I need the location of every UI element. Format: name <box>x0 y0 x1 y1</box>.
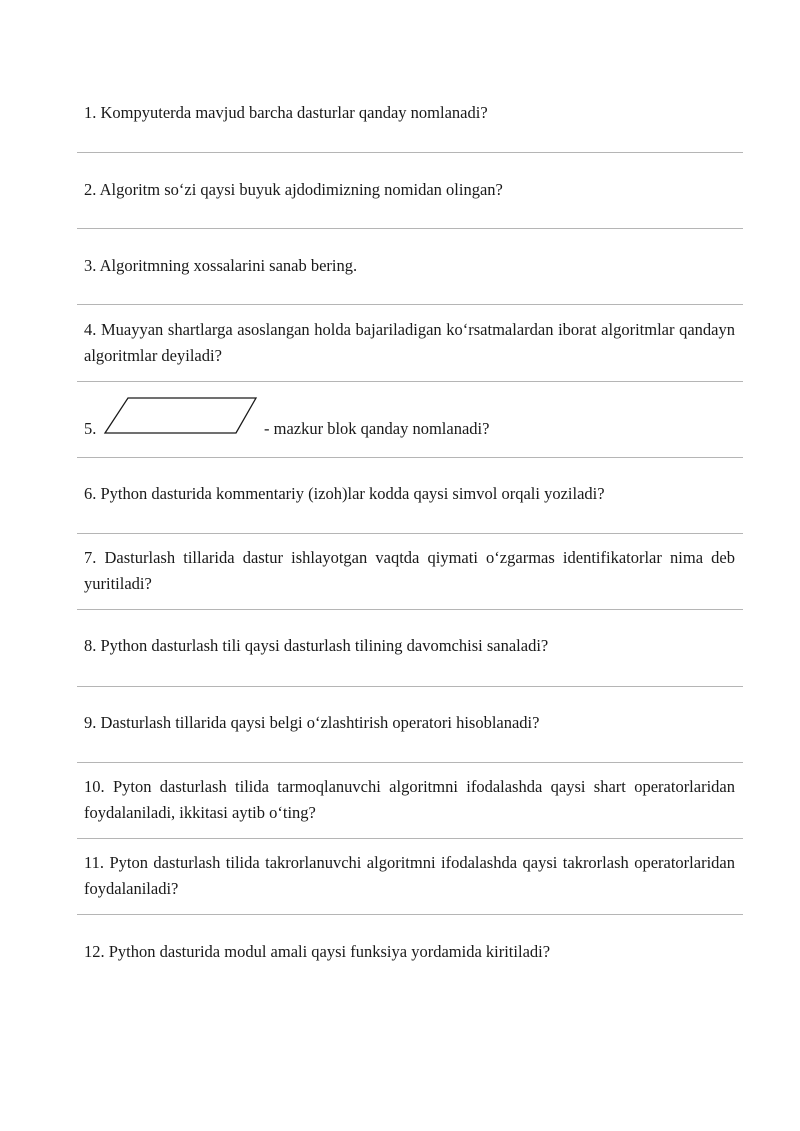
question-9: 9. Dasturlash tillarida qaysi belgi o‘zlashtirish operatori hisoblanadi? <box>84 713 540 732</box>
answer-line-9 <box>77 762 743 763</box>
answer-line-2 <box>77 228 743 229</box>
question-5-number: 5. <box>84 419 97 438</box>
question-2: 2. Algoritm so‘zi qaysi buyuk ajdodimizning nomidan olingan? <box>84 180 503 199</box>
answer-line-3 <box>77 304 743 305</box>
question-5-text: - mazkur blok qanday nomlanadi? <box>264 419 490 438</box>
question-10: 10. Pyton dasturlash tilida tarmoqlanuvchi algoritmni ifodalashda qaysi shart operatorlaridan foydalaniladi, ikkitasi aytib o‘ting? <box>84 777 735 822</box>
answer-line-5 <box>77 457 743 458</box>
question-11: 11. Pyton dasturlash tilida takrorlanuvchi algoritmni ifodalashda qaysi takrorlash operatorlaridan foydalaniladi? <box>84 853 735 898</box>
question-7: 7. Dasturlash tillarida dastur ishlayotgan vaqtda qiymati o‘zgarmas identifikatorlar nima deb yuritiladi? <box>84 548 735 593</box>
question-5 <box>84 393 735 443</box>
answer-line-10 <box>77 838 743 839</box>
answer-line-8 <box>77 686 743 687</box>
answer-line-7 <box>77 609 743 610</box>
question-8: 8. Python dasturlash tili qaysi dasturlash tilining davomchisi sanaladi? <box>84 636 549 655</box>
question-3: 3. Algoritmning xossalarini sanab bering. <box>84 256 358 275</box>
question-6: 6. Python dasturida kommentariy (izoh)lar kodda qaysi simvol orqali yoziladi? <box>84 484 605 503</box>
question-4: 4. Muayyan shartlarga asoslangan holda bajariladigan ko‘rsatmalardan iborat algoritmlar qandayn algoritmlar deyiladi? <box>84 320 735 365</box>
answer-line-11 <box>77 914 743 915</box>
answer-line-4 <box>77 381 743 382</box>
question-12: 12. Python dasturida modul amali qaysi funksiya yordamida kiritiladi? <box>84 942 551 961</box>
answer-line-1 <box>77 152 743 153</box>
parallelogram-icon <box>101 393 261 437</box>
question-1: 1. Kompyuterda mavjud barcha dasturlar qanday nomlanadi? <box>84 103 488 122</box>
answer-line-6 <box>77 533 743 534</box>
